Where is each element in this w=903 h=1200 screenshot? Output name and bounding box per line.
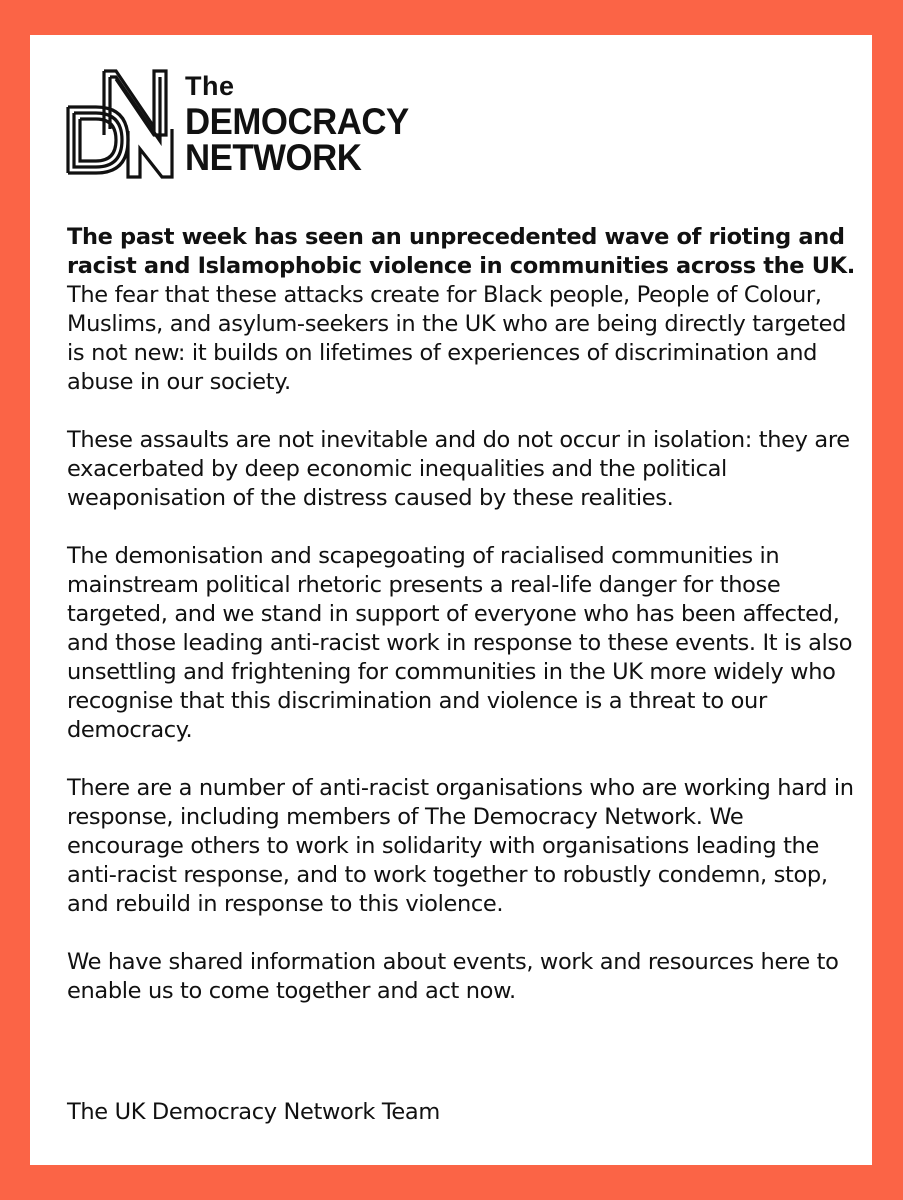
statement-card [30, 35, 872, 1165]
democracy-network-logo [66, 69, 466, 179]
paragraph-4: There are a number of anti-racist organisations who are working hard in response, including members of The Democracy Network. We encourage others to work in solidarity with organisations leading the anti-racist response, and to work together to robustly condemn, stop, and rebuild in response to this violence. [67, 775, 854, 917]
paragraph-3: The demonisation and scapegoating of racialised communities in mainstream political rhetoric presents a real-life danger for those targeted, and we stand in support of everyone who has been affected, and those leading anti-racist work in response to these events. It is also unsettling and frightening for communities in the UK more widely who recognise that this discrimination and violence is a threat to our democracy. [67, 543, 853, 743]
logo-the: The [185, 71, 235, 101]
paragraph-2: These assaults are not inevitable and do not occur in isolation: they are exacerbated by deep economic inequalities and the political weaponisation of the distress caused by these realities. [67, 427, 850, 511]
statement-body [67, 223, 857, 1035]
paragraph-1 [67, 223, 857, 397]
logo-wordmark [185, 71, 423, 178]
logo-network: NETWORK [185, 137, 362, 178]
signoff: The UK Democracy Network Team [67, 1099, 440, 1125]
logo-democracy: DEMOCRACY [185, 101, 409, 142]
paragraph-1-lead: The past week has seen an unprecedented wave of rioting and racist and Islamophobic violence in communities across the UK. [67, 224, 855, 279]
paragraph-5: We have shared information about events, work and resources here to enable us to come together and act now. [67, 949, 839, 1004]
dn-monogram-icon [66, 69, 176, 179]
paragraph-1-text: The fear that these attacks create for Black people, People of Colour, Muslims, and asylum-seekers in the UK who are being directly targeted is not new: it builds on lifetimes of experiences of discrimination and abuse in our society. [67, 282, 847, 395]
